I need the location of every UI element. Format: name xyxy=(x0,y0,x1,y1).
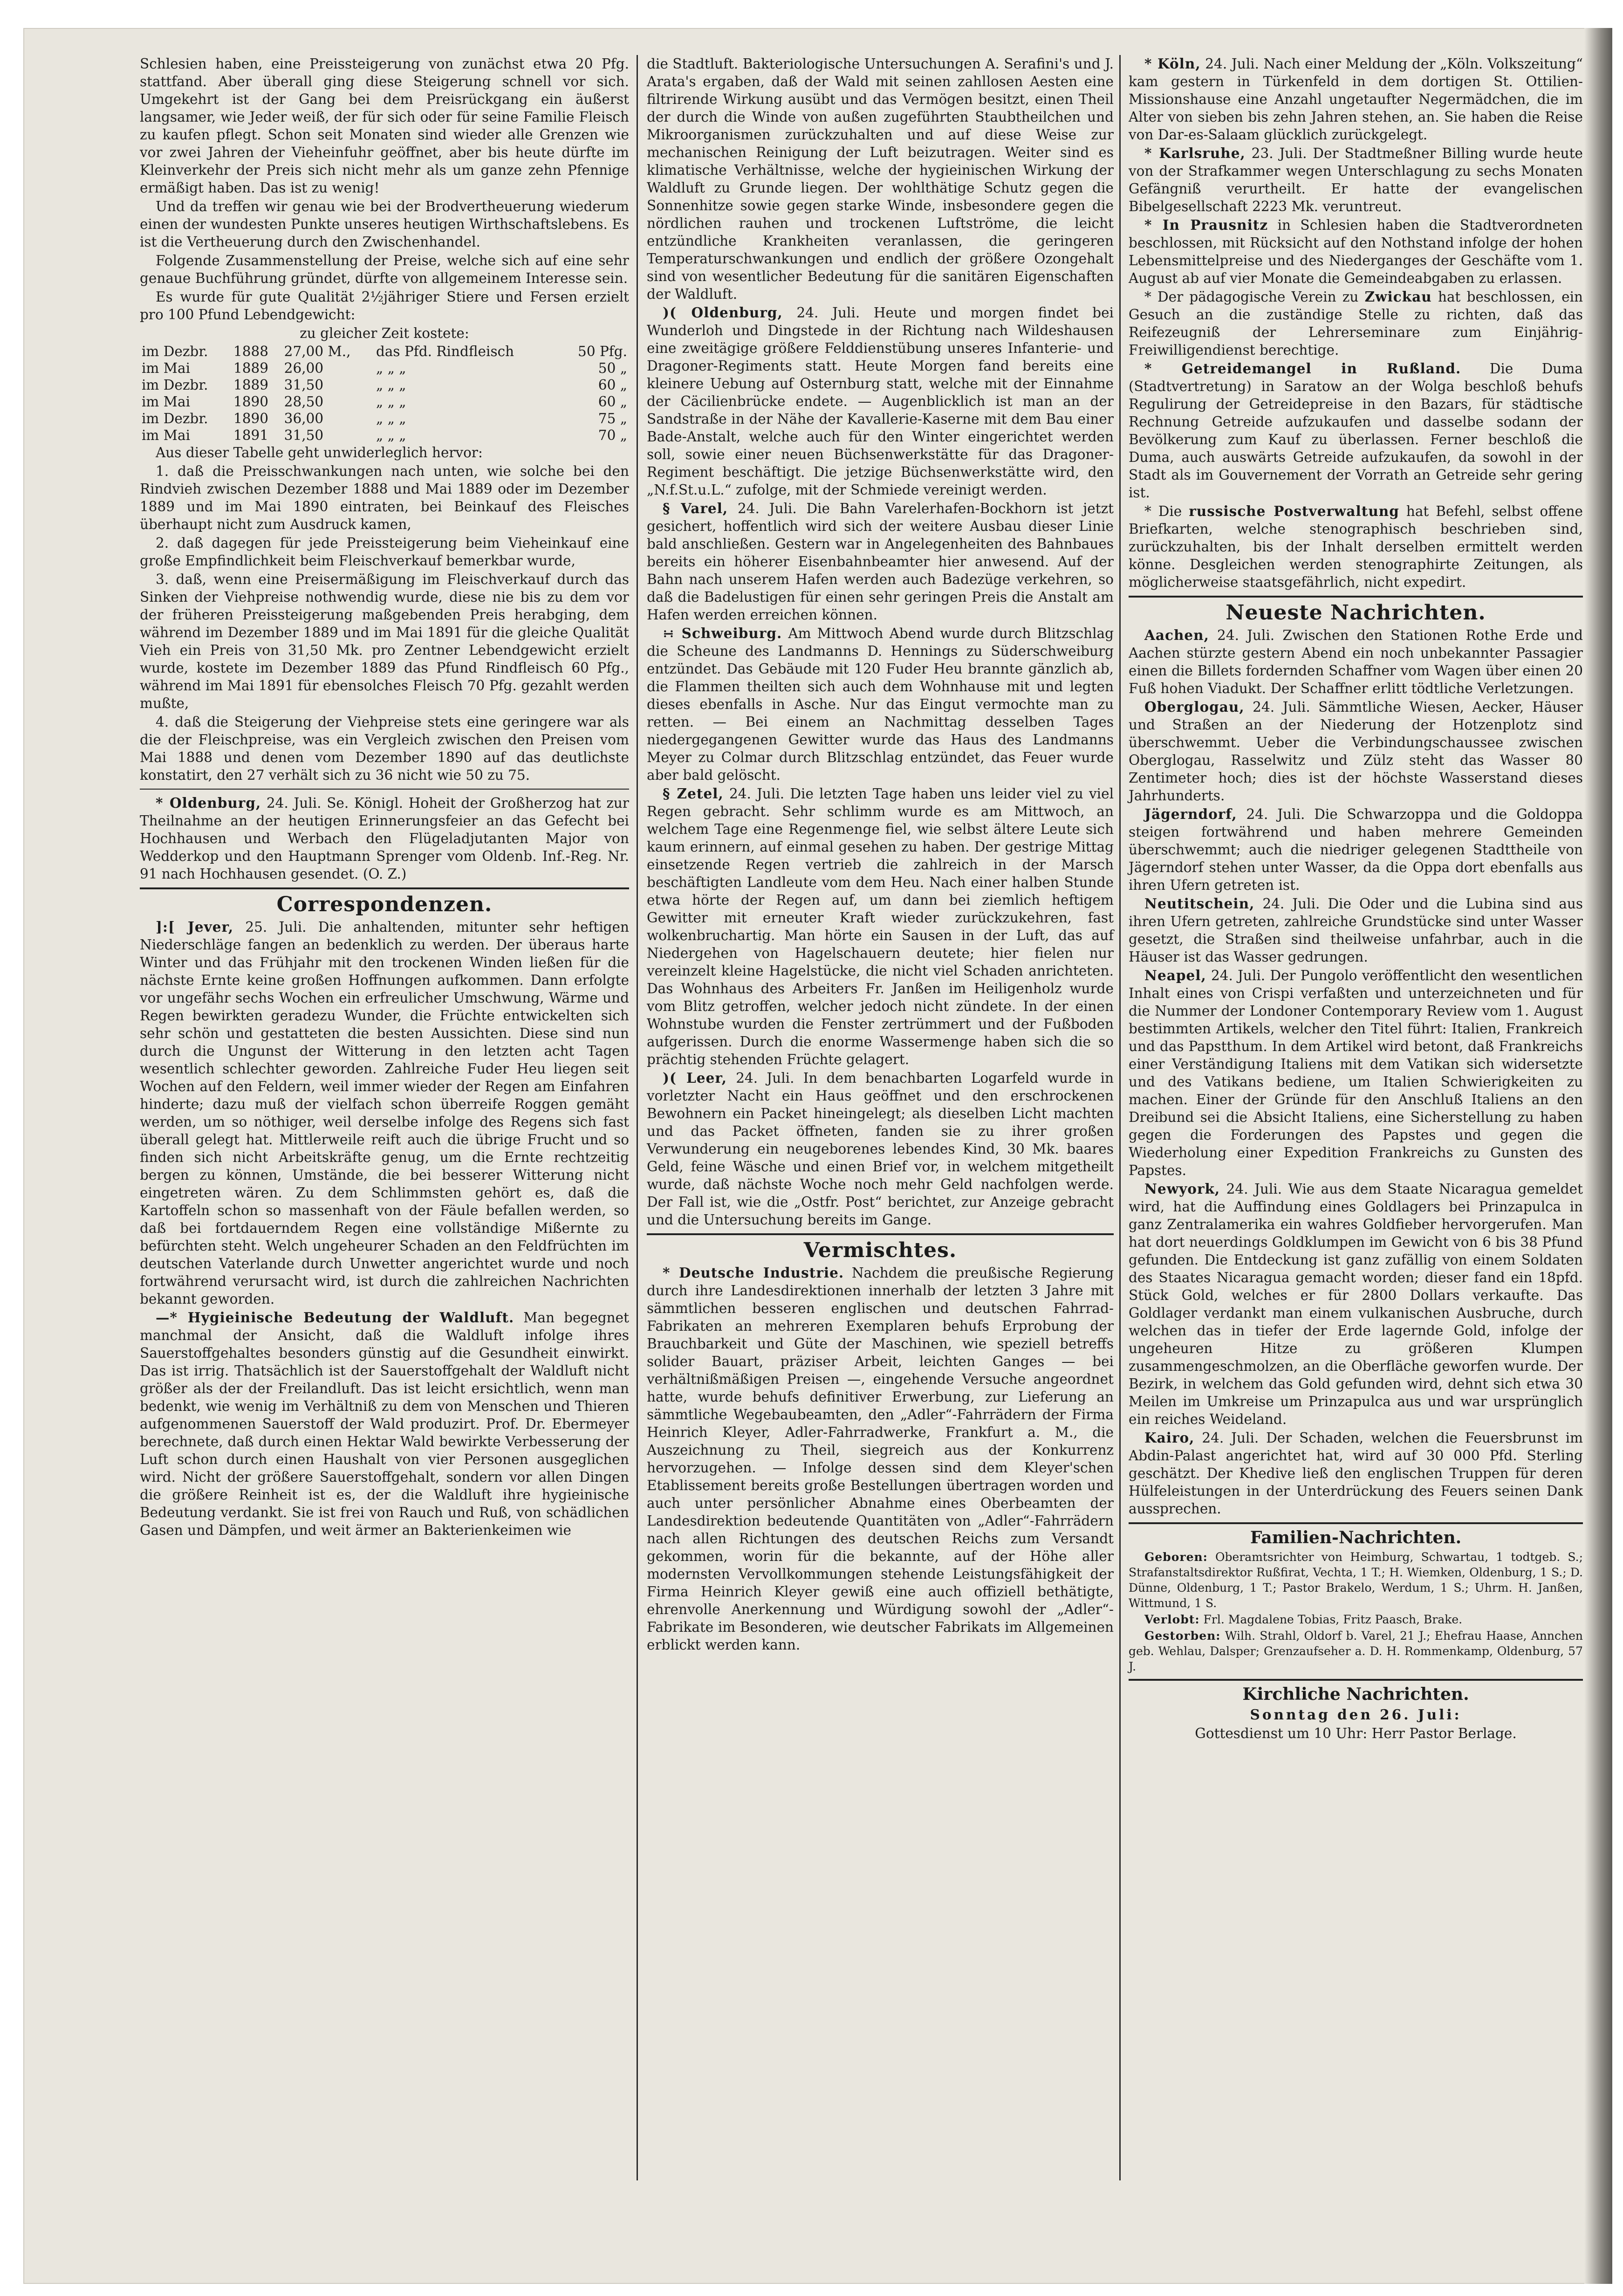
news-item: * In Prausnitz in Schlesien haben die Stadtverordneten beschlossen, mit Rücksicht auf den Nothstand infolge der hohen Lebensmittelpreise und des Niederganges der Geschäfte vom 1. August ab auf vier Monate die Gemeindeabgaben zu erlassen. xyxy=(1129,217,1583,286)
dateline: Aachen, xyxy=(1144,627,1209,643)
dateline: § Zetel, xyxy=(663,785,724,802)
article-text: 4. daß die Steigerung der Viehpreise stets eine geringere war als die der Fleischpreise, was ein Vergleich zwischen den Preisen vom Mai 1888 und denen vom Dezember 1890 auf das deutlichste konstatirt, den 27 verhält sich zu 36 nicht wie 50 zu 75. xyxy=(140,714,629,783)
family-entry: Gestorben: Wilh. Strahl, Oldorf b. Varel, 21 J.; Ehefrau Haase, Annchen geb. Wehlau, Dalsper; Grenzaufseher a. D. H. Rommenkamp, Oldenburg, 57 J. xyxy=(1129,1629,1583,1673)
news-item: Oberglogau, 24. Juli. Sämmtliche Wiesen, Aecker, Häuser und Straßen an der Niederung der Hotzenplotz sind überschwemmt. Ueber die Verbindungschaussee zwischen Oberglogau, Rasselwitz und Zülz steht das Wasser 80 Zentimeter hoch; dies ist der höchste Wasserstand dieses Jahrhunderts. xyxy=(1129,699,1583,804)
dateline: § Varel, xyxy=(663,500,728,516)
news-item: * Der pädagogische Verein zu Zwickau hat beschlossen, ein Gesuch an die zuständige Stelle zu richten, daß das Reifezeugniß der Lehrerseminare zum Einjährig-Freiwilligendienst berechtige. xyxy=(1129,289,1583,358)
article-text: 3. daß, wenn eine Preisermäßigung im Fleischverkauf durch das Sinken der Viehpreise nothwendig wurde, diese nie bis zu dem vor der früheren Preissteigerung maßgebenden Preis herabging, dem während im Dezember 1889 und im Mai 1891 für die gleiche Qualität Vieh ein Preis von 31,50 Mk. pro Zentner Lebendgewicht erzielt wurde, kostete im Dezember 1889 das Pfund Rindfleisch 60 Pfg., während im Mai 1891 für ebensolches Fleisch 70 Pfg. gezahlt werden mußte, xyxy=(140,571,629,711)
news-item: § Zetel, 24. Juli. Die letzten Tage haben uns leider viel zu viel Regen gebracht. Sehr schlimm wurde es am Mittwoch, an welchem Tage eine Regenmenge fiel, wie selbst ältere Leute sich kaum erinnern, auf einmal gesehen zu haben. Der gestrige Mittag einsetzende Regen vertrieb die zahlreich in der Marsch beschäftigten Landleute vom dem Heu. Nach einer halben Stunde etwa hörte der Regen auf, um dann bei ziemlich heftigem Gewitter mit erneuter Kraft wieder zurückzukehren, fast wolkenbruchartig. Man hörte ein Sausen in der Luft, das auf Niedergehen von Hagelschauern deutete; hier fielen nur vereinzelt kleine Hagelstücke, die nicht viel Schaden anrichteten. Das Wohnhaus des Arbeiters Fr. Janßen im Heiligenholz wurde vom Blitz getroffen, welcher jedoch nicht zündete. In der einen Wohnstube wurden die Fenster zertrümmert und der Fußboden aufgerissen. Durch die enorme Wassermenge haben sich die so prächtig stehenden Früchte gelagert. xyxy=(647,785,1114,1067)
news-item: ]:[ Jever, 25. Juli. Die anhaltenden, mitunter sehr heftigen Niederschläge fangen an bedenklich zu werden. Der überaus harte Winter und das Frühjahr mit den trockenen Winden ließen für die nächste Ernte keine großen Hoffnungen aufkommen. Dann erfolgte vor ungefähr sechs Wochen ein erfreulicher Umschwung, Wärme und Regen bewirkten geradezu Wunder, die Früchte entwickelten sich sehr schön und gestatteten die besten Aussichten. Diese sind nun durch die Ungunst der Witterung in den letzten acht Tagen wesentlich schlechter geworden. Zahlreiche Fuder Heu liegen seit Wochen auf den Feldern, weil immer wieder der Regen am Einfahren hinderte; dazu muß der vielfach schon überreife Roggen gemäht werden, um so nöthiger, weil derselbe infolge des Regens sich fast überall gelegt hat. Mittlerweile reift auch die übrige Frucht und so finden sich nicht Arbeitskräfte genug, um die Ernte rechtzeitig bergen zu können, Umstände, die bei besserer Witterung nicht eingetreten wären. Zu dem Schlimmsten gehört es, daß die Kartoffeln schon so massenhaft von der Fäule befallen werden, so daß bei fortdauerndem Regen eine vollständige Mißernte zu befürchten steht. Welch ungeheurer Schaden an den Feldfrüchten im deutschen Vaterlande durch Unwetter angerichtet wurde und noch fortwährend verursacht wird, ist durch die zahlreichen Nachrichten bekannt geworden. xyxy=(140,919,629,1307)
news-item: )( Oldenburg, 24. Juli. Heute und morgen findet bei Wunderloh und Dingstede in der Richtung nach Wildeshausen eine zweitägige größere Felddienstübung unseres Infanterie- und Dragoner-Regiments statt. Heute Morgen fand bereits eine kleinere Uebung auf Osternburg statt, welche mit der Einnahme der Cäcilienbrücke endete. — Augenblicklich ist man an der Sandstraße in der Nähe der Kavallerie-Kaserne mit dem Bau einer Bade-Anstalt, welche auch für den Winter eingerichtet werden soll, sowie einer neuen Büchsenwerkstätte für das Dragoner-Regiment beschäftigt. Die jetzige Büchsenwerkstätte wird, den „N.f.St.u.L.“ zufolge, mit der Schmiede vereinigt werden. xyxy=(647,304,1114,498)
dateline: )( Leer, xyxy=(663,1070,727,1086)
column-3 xyxy=(1129,55,1583,1743)
news-item: * Oldenburg, 24. Juli. Se. Königl. Hoheit der Großherzog hat zur Theilnahme an der heutigen Erinnerungsfeier an das Gefecht bei Hochhausen und Werbach den Flügeladjutanten Major von Wedderkop und den Hauptmann Sprenger vom Oldenb. Inf.-Reg. Nr. 91 nach Hochhausen gesendet. (O. Z.) xyxy=(140,795,629,882)
article-text: Es wurde für gute Qualität 2½jähriger Stiere und Fersen erzielt pro 100 Pfund Lebendgewicht: xyxy=(140,289,629,323)
news-item: Kairo, 24. Juli. Der Schaden, welchen die Feuersbrunst im Abdin-Palast angerichtet hat, wird auf 30 000 Pfd. Sterling geschätzt. Der Khedive ließ den englischen Truppen für deren Hülfeleistungen in der Unterdrückung des Feuers seinen Dank aussprechen. xyxy=(1129,1430,1583,1517)
news-item: —* Hygieinische Bedeutung der Waldluft. Man begegnet manchmal der Ansicht, daß die Waldluft infolge ihres Sauerstoffgehaltes besonders günstig auf die Gesundheit einwirkt. Das ist irrig. Thatsächlich ist der Sauerstoffgehalt der Waldluft nicht größer als der der Freilandluft. Das ist leicht ersichtlich, wenn man bedenkt, wie wenig im Verhältniß zu dem von Menschen und Thieren aufgenommenen Sauerstoff der Wald produzirt. Prof. Dr. Ebermeyer berechnete, daß durch einen Hektar Wald bewirkte Verbesserung der Luft schon durch einen Haushalt von vier Personen ausgeglichen wird. Nicht der größere Sauerstoffgehalt, sondern vor allen Dingen die größere Reinheit ist es, der die Waldluft ihre hygieinische Bedeutung verdankt. Sie ist frei von Rauch und Ruß, von schädlichen Gasen und Dämpfen, und weit ärmer an Bakterienkeimen wie xyxy=(140,1309,629,1538)
dateline: russische Postverwaltung xyxy=(1189,503,1399,519)
table-row: im Mai 1889 26,00 „ „ „ 50 „ xyxy=(142,360,627,376)
price-table xyxy=(140,343,629,444)
article-text: Schlesien haben, eine Preissteigerung von zunächst etwa 20 Pfg. stattfand. Aber überall ging diese Steigerung schnell vor sich. Umgekehrt ist der Gang bei dem Preisrückgang ein äußerst langsamer, wie Jeder weiß, der für sich oder für seine Familie Fleisch zu kaufen pflegt. Schon seit Monaten sind wieder alle Grenzen wie vor zwei Jahren der Vieheinfuhr geöffnet, aber bis heute dürfte im Kleinverkehr der Preis sich nicht mehr als um ganze zehn Pfennige ermäßigt haben. Das ist zu wenig! xyxy=(140,56,629,196)
column-divider-1 xyxy=(637,55,638,2180)
dateline: ∺ Schweiburg. xyxy=(663,625,782,641)
dateline: —* Hygieinische Bedeutung der Waldluft. xyxy=(156,1309,514,1326)
dateline: Neapel, xyxy=(1144,967,1206,983)
dateline: * Oldenburg, xyxy=(156,795,261,811)
article-text: 2. daß dagegen für jede Preissteigerung beim Vieheinkauf eine große Empfindlichkeit beim Fleischverkauf bemerkbar wurde, xyxy=(140,535,629,569)
church-service: Gottesdienst um 10 Uhr: Herr Pastor Berlage. xyxy=(1195,1725,1517,1741)
news-item: * Köln, 24. Juli. Nach einer Meldung der „Köln. Volkszeitung“ kam gestern in Türkenfeld in dem dortigen St. Ottilien-Missionshause eine Anzahl ungetaufter Negermädchen, die im Alter von sieben bis zehn Jahren stehen, an. Sie haben die Reise von Dar-es-Salaam glücklich zurückgelegt. xyxy=(1129,55,1583,143)
page-edge-shadow xyxy=(1584,28,1612,2284)
dateline: * In Prausnitz xyxy=(1144,217,1268,233)
divider xyxy=(140,789,629,790)
section-heading: Kirchliche Nachrichten. xyxy=(1242,1684,1469,1704)
news-item: Newyork, 24. Juli. Wie aus dem Staate Nicaragua gemeldet wird, hat die Auffindung eines Goldlagers bei Prinzapulca in ganz Zentralamerika ein wahres Goldfieber hervorgerufen. Man hat dort neuerdings Goldklumpen im Gewicht von 6 bis 38 Pfund gefunden. Die Entdeckung ist ganz zufällig von einem Soldaten des Staates Nicaragua gemacht worden; dieser fand ein 18pfd. Stück Gold, welches er für 2800 Dollars verkaufte. Das Goldlager verdankt man einem vulkanischen Ausbruche, durch welchen das in tiefer der Erde lagernde Gold, infolge der ungeheuren Hitze zu größeren Klumpen zusammengeschmolzen, an die Oberfläche geworfen wurde. Der Bezirk, in welchem das Gold gefunden wird, dehnt sich etwa 30 Meilen im Umkreise um Prinzapulca aus und war ursprünglich ein reiches Weideland. xyxy=(1129,1181,1583,1427)
news-item: * Deutsche Industrie. Nachdem die preußische Regierung durch ihre Landesdirektionen innerhalb der letzten 3 Jahre mit sämmtlichen besseren englischen und deutschen Fahrrad-Fabrikaten an mehreren Exemplaren behufs Erprobung der Brauchbarkeit und Güte der Maschinen, wie speziell betreffs solider Bauart, präziser Arbeit, leichten Ganges — bei verhältnißmäßigen Preisen —, eingehende Versuche angeordnet hatte, wurde behufs definitiver Erwerbung, zur Lieferung an sämmtliche Wegebaubeamten, den „Adler“-Fahrrädern der Firma Heinrich Kleyer, Adler-Fahrradwerke, Frankfurt a. M., die Auszeichnung zu Theil, siegreich aus der Konkurrenz hervorzugehen. — Infolge dessen sind dem Kleyer'schen Etablissement bereits große Bestellungen übertragen worden und auch unter persönlicher Abnahme eines Oberbeamten der Landesdirektion bedeutende Quantitäten von „Adler“-Fahrrädern nach allen Richtungen des deutschen Reichs zum Versandt gekommen, worin für die bekannte, auf der Höhe aller modernsten Vervollkommungen stehende Leistungsfähigkeit der Firma Heinrich Kleyer gewiß eine auch offiziell bethätigte, ehrenvolle Anerkennung und Würdigung sowohl der „Adler“-Fabrikate im Besonderen, wie deutscher Fabrikats im Allgemeinen erblickt werden kann. xyxy=(647,1265,1114,1653)
news-item: § Varel, 24. Juli. Die Bahn Varelerhafen-Bockhorn ist jetzt gesichert, hoffentlich wird sich der weitere Ausbau dieser Linie bald anschließen. Gestern war in Angelegenheiten des Bahnbaues bereits ein höherer Eisenbahnbeamter hier anwesend. Auf der Bahn nach unserem Hafen werden auch Badezüge verkehren, so daß die Badelustigen für einen sehr geringen Preis die Anstalt am Hafen werden erreichen können. xyxy=(647,500,1114,623)
table-caption: zu gleicher Zeit kostete: xyxy=(300,325,469,341)
dateline: ]:[ Jever, xyxy=(156,919,234,935)
divider xyxy=(1129,1679,1583,1681)
table-row: im Dezbr. 1890 36,00 „ „ „ 75 „ xyxy=(142,411,627,426)
family-entry: Geboren: Oberamtsrichter von Heimburg, Schwartau, 1 todtgeb. S.; Strafanstaltsdirektor Rußfirat, Vechta, 1 T.; H. Wiemken, Oldenburg, 1 S.; D. Dünne, Oldenburg, 1 T.; Pastor Brakelo, Werdum, 1 S.; Uhrm. H. Janßen, Wittmund, 1 S. xyxy=(1129,1550,1583,1610)
table-row: im Dezbr. 1889 31,50 „ „ „ 60 „ xyxy=(142,377,627,393)
news-item: ∺ Schweiburg. Am Mittwoch Abend wurde durch Blitzschlag die Scheune des Landmanns D. Hennings zu Süderschweiburg entzündet. Das Gebäude mit 120 Fuder Heu brannte gänzlich ab, die Flammen theilten sich auch dem Wohnhause mit und legten dieses ebenfalls in Asche. Nur das Eingut vermochte man zu retten. — Bei einem an Nachmittag desselben Tages niedergegangenen Gewitter wurde das Haus des Landmanns Meyer zu Colmar durch Blitzschlag entzündet, das Feuer wurde aber bald gelöscht. xyxy=(647,625,1114,783)
article-text: 1. daß die Preisschwankungen nach unten, wie solche bei den Rindvieh zwischen Dezember 1888 und Mai 1889 oder im Dezember 1889 und im Mai 1890 eintraten, bei Beinkauf des Fleisches überhaupt nicht zum Ausdruck kamen, xyxy=(140,463,629,532)
column-1 xyxy=(140,55,629,1540)
divider xyxy=(647,1233,1114,1235)
dateline: Jägerndorf, xyxy=(1144,806,1237,822)
dateline: Newyork, xyxy=(1144,1181,1220,1197)
article-text: Folgende Zusammenstellung der Preise, welche sich auf eine sehr genaue Buchführung gründet, dürfte von allgemeinem Interesse sein. xyxy=(140,253,629,286)
dateline: Kairo, xyxy=(1144,1430,1195,1446)
church-date: Sonntag den 26. Juli: xyxy=(1250,1706,1462,1723)
news-item: Neapel, 24. Juli. Der Pungolo veröffentlicht den wesentlichen Inhalt eines von Crispi verfaßten und unterzeichneten und für die Nummer der Londoner Contemporary Review vom 1. August bestimmten Artikels, welcher den Titel führt: Italien, Frankreich und das Papstthum. In dem Artikel wird betont, daß Frankreichs einer Verständigung Italiens mit dem Vatikan sich widersetzte und des Vatikans bediene, um Italien Schwierigkeiten zu machen. Einer der Gründe für den Anschluß Italiens an den Dreibund sei die Absicht Italiens, eine Sicherstellung zu haben gegen die Forderungen des Papstes und gegen die Wiederholung einer Expedition Frankreichs zu Gunsten des Papstes. xyxy=(1129,967,1583,1178)
article-text: Und da treffen wir genau wie bei der Brodvertheuerung wiederum einen der wundesten Punkte unseres heutigen Wirthschaftslebens. Es ist die Vertheuerung durch den Zwischenhandel. xyxy=(140,199,629,250)
news-item: * Die russische Postverwaltung hat Befehl, selbst offene Briefkarten, welche stenographisch beschrieben sind, zurückzuhalten, bis der Inhalt derselben ermittelt werden könne. Desgleichen werden stenographirte Zeitungen, als möglicherweise staatsgefährlich, nicht expedirt. xyxy=(1129,503,1583,590)
dateline: Oberglogau, xyxy=(1144,699,1245,715)
dateline: * Köln, xyxy=(1144,55,1201,72)
column-divider-2 xyxy=(1119,55,1121,2180)
dateline: * Karlsruhe, xyxy=(1144,145,1246,161)
section-heading: Vermischtes. xyxy=(803,1238,957,1262)
section-heading: Familien-Nachrichten. xyxy=(1250,1528,1462,1547)
news-item: Jägerndorf, 24. Juli. Die Schwarzoppa und die Goldoppa steigen fortwährend und haben mehrere Gemeinden überschwemmt; auch die niedriger gelegenen Stadttheile von Jägerndorf stehen unter Wasser, da die Oppa dort ebenfalls aus ihren Ufern getreten ist. xyxy=(1129,806,1583,893)
section-heading: Correspondenzen. xyxy=(276,893,493,916)
divider xyxy=(1129,1522,1583,1524)
news-item: * Getreidemangel in Rußland. Die Duma (Stadtvertretung) in Saratow an der Wolga beschloß behufs Regulirung der Getreidepreise in den Bazars, für städtische Rechnung Getreide aufzukaufen und dasselbe sodann der Bevölkerung zum Kauf zu überlassen. Ferner beschloß die Duma, auch auswärts Getreide aufzukaufen, da sowohl in der Stadt als im Gouvernement der Vorrath an Getreide sehr gering ist. xyxy=(1129,360,1583,501)
family-entry: Verlobt: Frl. Magdalene Tobias, Fritz Paasch, Brake. xyxy=(1144,1613,1463,1626)
news-item: Aachen, 24. Juli. Zwischen den Stationen Rothe Erde und Aachen stürzte gestern Abend ein noch unbekannter Passagier einen die Billets fordernden Schaffner vom Wagen über einen 20 Fuß hohen Viadukt. Der Schaffner erlitt tödtliche Verletzungen. xyxy=(1129,627,1583,696)
table-row: im Mai 1890 28,50 „ „ „ 60 „ xyxy=(142,394,627,410)
dateline: Zwickau xyxy=(1364,289,1432,305)
section-heading: Neueste Nachrichten. xyxy=(1226,601,1486,625)
table-row: im Dezbr. 1888 27,00 M., das Pfd. Rindfleisch 50 Pfg. xyxy=(142,344,627,359)
news-item: * Karlsruhe, 23. Juli. Der Stadtmeßner Billing wurde heute von der Strafkammer wegen Unterschlagung zu sechs Monaten Gefängniß verurtheilt. Er hatte der evangelischen Bibelgesellschaft 2223 Mk. veruntreut. xyxy=(1129,145,1583,214)
table-row: im Mai 1891 31,50 „ „ „ 70 „ xyxy=(142,427,627,443)
dateline: Neutitschein, xyxy=(1144,895,1255,912)
news-item: Neutitschein, 24. Juli. Die Oder und die Lubina sind aus ihren Ufern getreten, zahlreiche Grundstücke sind unter Wasser gesetzt, die Straßen sind theilweise unfahrbar, auch in die Häuser ist das Wasser gedrungen. xyxy=(1129,895,1583,965)
dateline: )( Oldenburg, xyxy=(663,304,783,321)
dateline: * Getreidemangel in Rußland. xyxy=(1144,360,1461,377)
dateline: * Deutsche Industrie. xyxy=(663,1265,844,1281)
article-text: Aus dieser Tabelle geht unwiderleglich hervor: xyxy=(156,445,483,461)
column-2 xyxy=(647,55,1114,1655)
news-item: )( Leer, 24. Juli. In dem benachbarten Logarfeld wurde in vorletzter Nacht ein Haus geöffnet und den erschrockenen Bewohnern ein Packet hineingelegt; als dieselben Licht machten und das Packet öffneten, fanden sie zu ihrer großen Verwunderung ein neugeborenes lebendes Kind, 30 Mk. baares Geld, feine Wäsche und einen Brief vor, in welchem mitgetheilt wurde, daß nächste Woche noch mehr Geld nachfolgen werde. Der Fall ist, wie die „Ostfr. Post“ berichtet, zur Anzeige gebracht und die Untersuchung bereits im Gange. xyxy=(647,1070,1114,1228)
divider xyxy=(140,887,629,889)
article-text: die Stadtluft. Bakteriologische Untersuchungen A. Serafini's und J. Arata's ergaben, daß der Wald mit seinen zahllosen Aesten eine filtrirende Wirkung ausübt und das Vermögen besitzt, einen Theil der durch die Winde von außen zugeführten Staubtheilchen und Mikroorganismen zurückzuhalten und auf diese Weise zur mechanischen Reinigung der Luft beizutragen. Weiter sind es klimatische Verhältnisse, welche der hygieinischen Wirkung der Waldluft zu Grunde liegen. Der wohlthätige Schutz gegen die Sonnenhitze sowie gegen starke Winde, insbesondere gegen die nördlichen rauhen und trockenen Luftströme, die leicht entzündliche Krankheiten veranlassen, die geringeren Temperaturschwankungen und endlich der größere Ozongehalt sind von wesentlicher Bedeutung für die sanitären Eigenschaften der Waldluft. xyxy=(647,56,1114,302)
divider xyxy=(1129,596,1583,598)
